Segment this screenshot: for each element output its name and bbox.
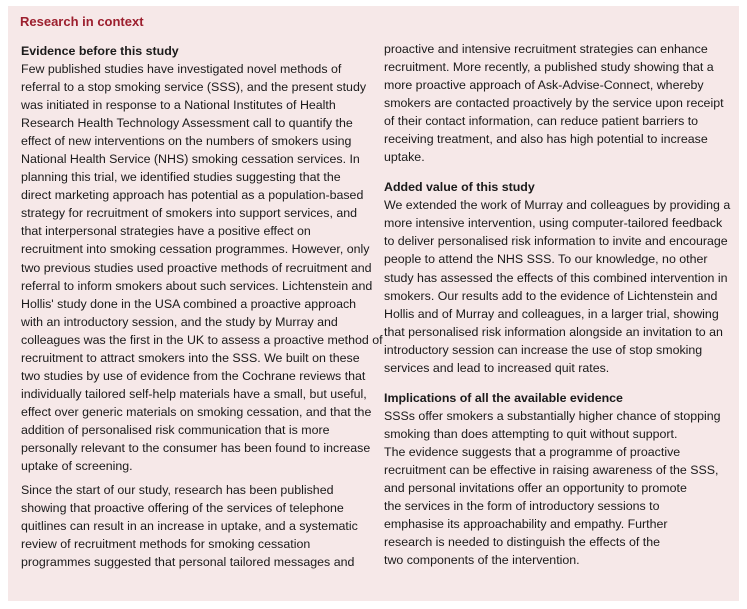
text-line: people to attend the NHS SSS. To our knowledge, no other (384, 252, 708, 267)
text-line: Hollis' study done in the USA combined a proactive approach (21, 296, 357, 311)
text-line: individually tailored self-help materials have a small, but useful, (21, 386, 367, 401)
left-column (21, 42, 383, 571)
text-line: referral to a stop smoking service (SSS), and the present study (21, 80, 367, 95)
evidence-before-heading: Evidence before this study (21, 44, 179, 58)
text-line: that personalised risk information alongside an invitation to an (384, 324, 723, 339)
text-line: Research Health Technology Assessment call to quantify the (21, 116, 353, 131)
text-line: two components of the intervention. (384, 553, 580, 568)
text-line: recruitment into smoking cessation programmes. However, only (21, 242, 370, 257)
implications-paragraph (384, 407, 732, 569)
right-column (384, 40, 732, 569)
text-line: SSSs offer smokers a substantially higher chance of stopping (384, 408, 721, 423)
text-line: personally relevant to the consumer has been found to increase (21, 440, 371, 455)
text-line: recruitment to attract smokers into the SSS. We built on these (21, 350, 360, 365)
text-line: introductory session can increase the use of stop smoking (384, 342, 703, 357)
text-line: quitlines can result in an increase in uptake, and a systematic (21, 519, 358, 534)
research-in-context-panel (8, 6, 739, 601)
text-line: uptake. (384, 150, 425, 165)
text-line: proactive and intensive recruitment strategies can enhance (384, 42, 708, 56)
text-line: more proactive approach of Ask-Advise-Connect, whereby (384, 78, 704, 93)
text-line: referral to inform smokers about such services. Lichtenstein and (21, 278, 373, 293)
text-line: with an introductory session, and the study by Murray and (21, 314, 338, 329)
text-line: study has assessed the effects of this combined intervention in (384, 270, 728, 285)
text-line: direct marketing approach has potential as a population-based (21, 188, 364, 203)
text-line: National Health Service (NHS) smoking cessation services. In (21, 152, 360, 167)
text-line: emphasise its approachability and empathy. Further (384, 517, 668, 532)
text-line: was initiated in response to a National Institutes of Health (21, 98, 336, 113)
implications-heading: Implications of all the available evidence (384, 390, 623, 405)
text-line: effect of new interventions on the numbers of smokers using (21, 134, 352, 149)
text-line: Few published studies have investigated novel methods of (21, 62, 342, 76)
text-line: and personal invitations offer an opportunity to promote (384, 480, 687, 495)
text-line: smokers are contacted proactively by the service upon receipt (384, 96, 724, 111)
evidence-before-paragraph-2 (21, 481, 373, 571)
text-line: the services in the form of introductory sessions to (384, 499, 660, 514)
text-line: recruitment can be effective in raising awareness of the SSS, (384, 462, 719, 477)
text-line: Since the start of our study, research has been published (21, 483, 334, 498)
text-line: to deliver personalised risk information to invite and encourage (384, 234, 728, 249)
text-line: two studies by use of evidence from the Cochrane reviews that (21, 368, 366, 383)
text-line: more intensive intervention, using computer-tailored feedback (384, 216, 723, 231)
evidence-before-paragraph-1 (21, 60, 383, 475)
added-value-heading: Added value of this study (384, 180, 535, 195)
text-line: programmes suggested that personal tailored messages and (21, 555, 355, 570)
text-line: two previous studies used proactive methods of recruitment and (21, 260, 372, 275)
text-line: services and lead to increased quit rates. (384, 360, 610, 375)
text-line: smokers. Our results add to the evidence of Lichtenstein and (384, 288, 718, 303)
evidence-before-paragraph-2-continued (384, 40, 732, 166)
text-line: strategy for recruitment of smokers into support services, and (21, 206, 358, 221)
text-line: of their contact information, can reduce patient barriers to (384, 114, 699, 129)
text-line: effect over generic materials on smoking cessation, and that the (21, 404, 372, 419)
section-gap (384, 377, 732, 389)
text-line: smoking than does attempting to quit without support. (384, 426, 678, 441)
text-line: colleagues was the first in the UK to assess a proactive method of (21, 332, 383, 347)
text-line: The evidence suggests that a programme of proactive (384, 444, 681, 459)
text-line: receiving treatment, and also has high potential to increase (384, 132, 708, 147)
text-line: We extended the work of Murray and colleagues by providing a (384, 198, 731, 213)
text-line: planning this trial, we identified studies suggesting that the (21, 170, 341, 185)
added-value-paragraph (384, 196, 732, 376)
text-line: research is needed to distinguish the effects of the (384, 535, 660, 550)
text-line: addition of personalised risk communication that is more (21, 422, 330, 437)
text-line: that interpersonal strategies have a positive effect on (21, 224, 311, 239)
text-line: Hollis and of Murray and colleagues, in a larger trial, showing (384, 306, 719, 321)
text-line: recruitment. More recently, a published study showing that a (384, 60, 714, 75)
panel-title: Research in context (20, 14, 144, 29)
section-gap (384, 166, 732, 178)
text-line: showing that proactive offering of the services of telephone (21, 501, 344, 516)
text-line: review of recruitment methods for smoking cessation (21, 537, 311, 552)
text-line: uptake of screening. (21, 459, 133, 474)
